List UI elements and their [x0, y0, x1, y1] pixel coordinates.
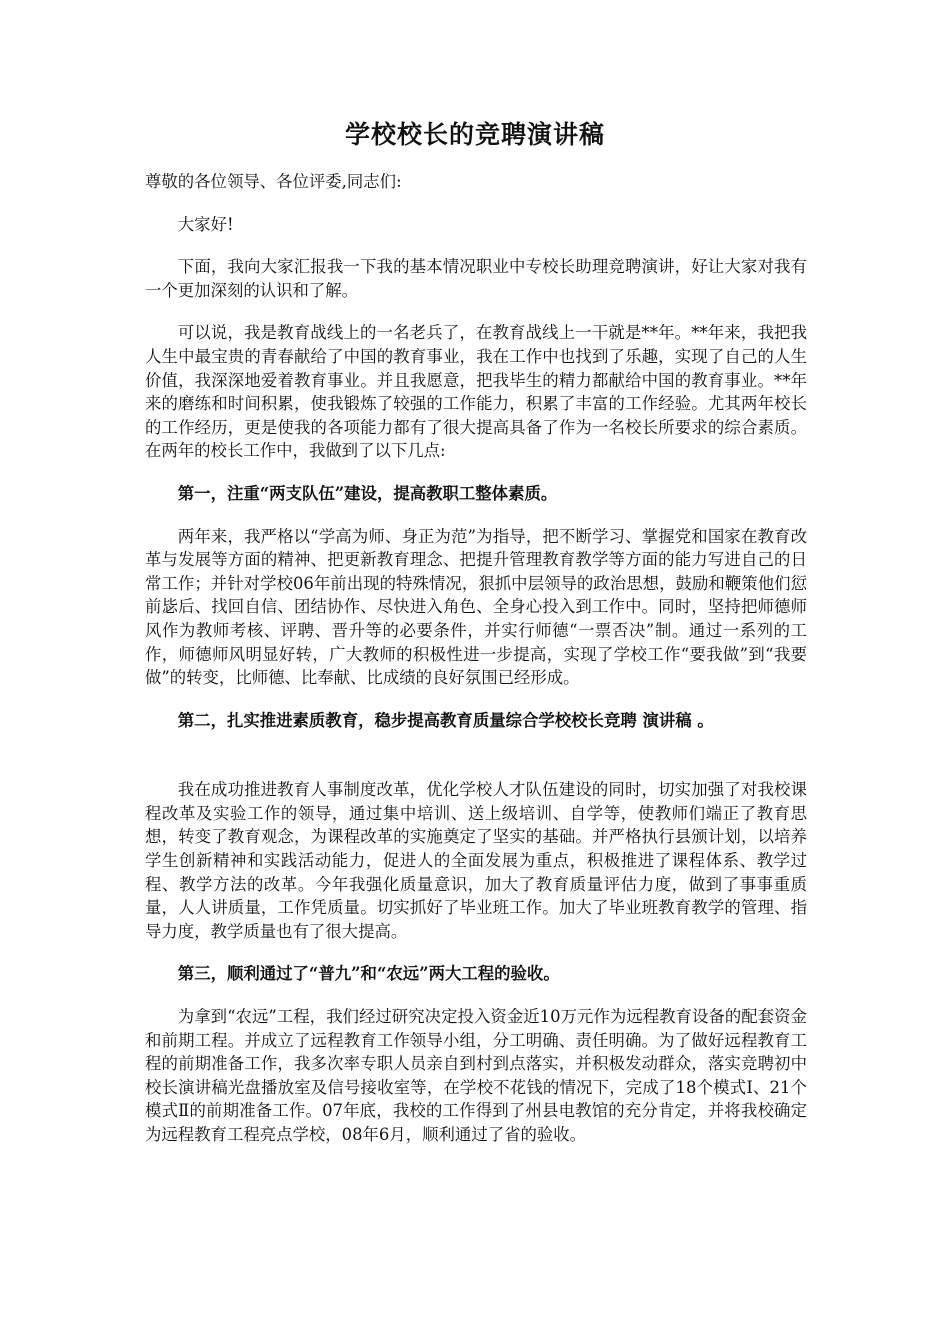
- document-body: [145, 170, 807, 1166]
- salutation: 尊敬的各位领导、各位评委,同志们:: [145, 172, 402, 191]
- paragraph-intro: 下面，我向大家汇报我一下我的基本情况职业中专校长助理竞聘演讲，好让大家对我有一个更加深刻的认识和了解。: [145, 257, 807, 300]
- greeting: 大家好!: [177, 214, 234, 234]
- paragraph-section-3: 为拿到“农远”工程，我们经过研究决定投入资金近10万元作为远程教育设备的配套资金和前期工程。并成立了远程教育工作领导小组，分工明确、责任明确。为了做好远程教育工程的前期准备工作，我多次率专职人员亲自到村到点落实，并积极发动群众，落实竞聘初中校长演讲稿光盘播放室及信号接收室等，在学校不花钱的情况下，完成了18个模式Ⅰ、21个模式Ⅱ的前期准备工作。07年底，我校的工作得到了州县电教馆的充分肯定，并将我校确定为远程教育工程亮点学校，08年6月，顺利通过了省的验收。: [145, 1007, 807, 1144]
- paragraph-section-1: 两年来，我严格以“学高为师、身正为范”为指导，把不断学习、掌握党和国家在教育改革与发展等方面的精神、把更新教育理念、把提升管理教育教学等方面的能力写进自己的日常工作；并针对学校06年前出现的特殊情况，狠抓中层领导的政治思想，鼓励和鞭策他们愆前毖后、找回自信、团结协作、尽快进入角色、全身心投入到工作中。同时，坚持把师德师风作为教师考核、评聘、晋升等的必要条件，并实行师德“一票否决”制。通过一系列的工作，师德师风明显好转，广大教师的积极性进一步提高，实现了学校工作“要我做”到“我要做”的转变，比师德、比奉献、比成绩的良好氛围已经形成。: [145, 526, 807, 688]
- paragraph-background: 可以说，我是教育战线上的一名老兵了，在教育战线上一干就是**年。**年来，我把我人生中最宝贵的青春献给了中国的教育事业，我在工作中也找到了乐趣，实现了自己的人生价值，我深深地爱着教育事业。并且我愿意，把我毕生的精力都献给中国的教育事业。**年来的磨练和时间积累，使我锻炼了较强的工作能力，积累了丰富的工作经验。尤其两年校长的工作经历，更是使我的各项能力都有了很大提高具备了作为一名校长所要求的综合素质。在两年的校长工作中，我做到了以下几点:: [145, 323, 807, 461]
- section-heading-2: 第二，扎实推进素质教育，稳步提高教育质量综合学校校长竞聘 演讲稿 。: [177, 710, 714, 730]
- document-title: 学校校长的竞聘演讲稿: [344, 120, 605, 149]
- section-heading-3: 第三，顺利通过了“普九”和“农远”两大工程的验收。: [177, 964, 560, 984]
- paragraph-section-2: 我在成功推进教育人事制度改革，优化学校人才队伍建设的同时，切实加强了对我校课程改革及实验工作的领导，通过集中培训、送上级培训、自学等，使教师们端正了教育思想，转变了教育观念，为课程改革的实施奠定了坚实的基础。并严格执行县颁计划，以培养学生创新精神和实践活动能力，促进人的全面发展为重点，积极推进了课程体系、教学过程、教学方法的改革。今年我强化质量意识，加大了教育质量评估力度，做到了事事重质量，人人讲质量，工作凭质量。切实抓好了毕业班工作。加大了毕业班教育教学的管理、指导力度，教学质量也有了很大提高。: [145, 780, 807, 941]
- section-heading-1: 第一，注重“两支队伍”建设，提高教职工整体素质。: [177, 483, 558, 503]
